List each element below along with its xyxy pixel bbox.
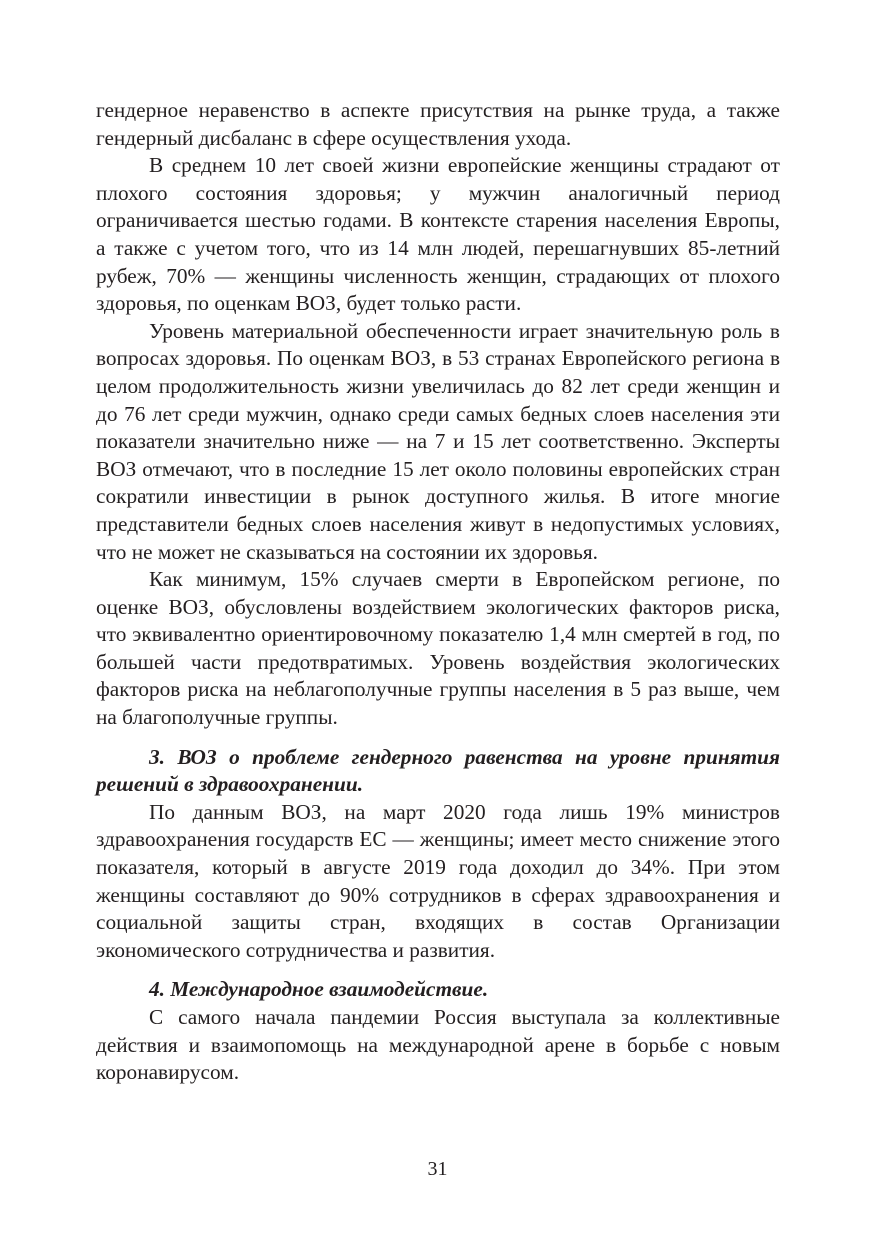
paragraph-russia-pandemic: С самого начала пандемии Россия выступала за коллективные действия и взаимопомощь на международной арене в борьбе с новым коронавирусом. — [96, 1005, 780, 1085]
paragraph-environmental-risk: Как минимум, 15% случаев смерти в Европейском регионе, по оценке ВОЗ, обусловлены воздействием экологических факторов риска, что эквивалентно ориентировочному показателю 1,4 млн смертей в год, по большей части предотвратимых. Уровень воздействия экологических факторов риска на неблагополучные группы населения в 5 раз выше, чем на благополучные группы. — [96, 567, 780, 730]
body-text — [96, 97, 780, 1087]
section-heading-4: 4. Международное взаимодействие. — [149, 977, 489, 1002]
section-heading-3: 3. ВОЗ о проблеме гендерного равенства на уровне принятия решений в здравоохранении. — [96, 744, 780, 797]
page-number: 31 — [427, 1158, 448, 1180]
paragraph-material-wellbeing: Уровень материальной обеспеченности играет значительную роль в вопросах здоровья. По оценкам ВОЗ, в 53 странах Европейского региона в целом продолжительность жизни увеличилась до 82 лет среди женщин и до 76 лет среди мужчин, однако среди самых бедных слоев населения эти показатели значительно ниже — на 7 и 15 лет соответственно. Эксперты ВОЗ отмечают, что в последние 15 лет около половины европейских стран сократили инвестиции в рынок доступного жилья. В итоге многие представители бедных слоев населения живут в недопустимых условиях, что не может не сказываться на состоянии их здоровья. — [96, 318, 780, 564]
paragraph-continuation: гендерное неравенство в аспекте присутствия на рынке труда, а также гендерный дисбаланс в сфере осуществления ухода. — [96, 98, 780, 150]
paragraph-health-years: В среднем 10 лет своей жизни европейские женщины страдают от плохого состояния здоровья; у мужчин аналогичный период ограничивается шестью годами. В контексте старения населения Европы, а также с учетом того, что из 14 млн людей, перешагнувших 85-летний рубеж, 70% — женщины численность женщин, страдающих от плохого здоровья, по оценкам ВОЗ, будет только расти. — [96, 153, 780, 316]
paragraph-ministers: По данным ВОЗ, на март 2020 года лишь 19% министров здравоохранения государств ЕС — женщины; имеет место снижение этого показателя, который в августе 2019 года доходил до 34%. При этом женщины составляют до 90% сотрудников в сферах здравоохранения и социальной защиты стран, входящих в состав Организации экономического сотрудничества и развития. — [96, 799, 780, 962]
